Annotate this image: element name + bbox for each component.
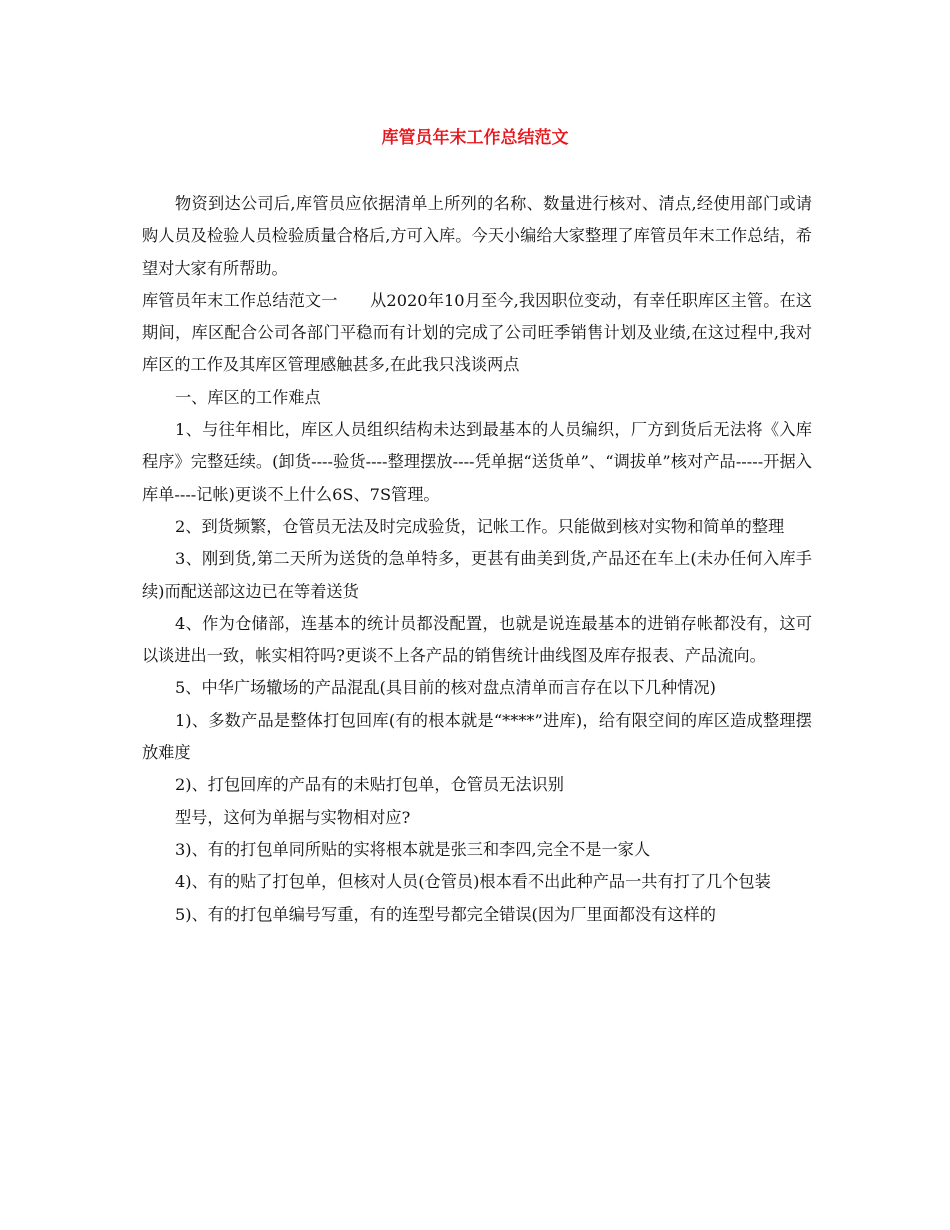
paragraph-section-one: 库管员年末工作总结范文一 从2020年10月至今,我因职位变动，有幸任职库区主管。在这期间，库区配合公司各部门平稳而有计划的完成了公司旺季销售计划及业绩,在这过程中,我对库区的工作及其库区管理感触甚多,在此我只浅谈两点 xyxy=(142,290,812,375)
paragraph-subitem-1: 1)、多数产品是整体打包回库(有的根本就是“****”进库)，给有限空间的库区造成整理摆放难度 xyxy=(142,710,812,763)
paragraph-item-4: 4、作为仓储部，连基本的统计员都没配置，也就是说连最基本的进销存帐都没有，这可以谈进出一致，帐实相符吗?更谈不上各产品的销售统计曲线图及库存报表、产品流向。 xyxy=(142,613,812,666)
paragraph-subitem-3: 3)、有的打包单同所贴的实将根本就是张三和李四,完全不是一家人 xyxy=(175,839,651,859)
paragraph-item-5: 5、中华广场辙场的产品混乱(具目前的核对盘点清单而言存在以下几种情况) xyxy=(175,678,716,698)
paragraph-item-2: 2、到货频繁，仓管员无法及时完成验货，记帐工作。只能做到核对实物和简单的整理 xyxy=(175,516,785,536)
document-body xyxy=(142,188,812,931)
document-title: 库管员年末工作总结范文 xyxy=(381,128,569,148)
paragraph-subitem-5: 5)、有的打包单编号写重，有的连型号都完全错误(因为厂里面都没有这样的 xyxy=(175,904,716,924)
paragraph-item-3: 3、刚到货,第二天所为送货的急单特多，更甚有曲美到货,产品还在车上(未办任何入库手续)而配送部这边已在等着送货 xyxy=(142,549,812,601)
paragraph-subitem-2-continued: 型号，这何为单据与实物相对应? xyxy=(175,807,411,827)
paragraph-intro: 物资到达公司后,库管员应依据清单上所列的名称、数量进行核对、清点,经使用部门或请购人员及检验人员检验质量合格后,方可入库。今天小编给大家整理了库管员年末工作总结，希望对大家有所帮助。 xyxy=(142,194,812,278)
paragraph-subitem-4: 4)、有的贴了打包单，但核对人员(仓管员)根本看不出此种产品一共有打了几个包装 xyxy=(175,872,771,892)
paragraph-heading-difficulties: 一、库区的工作难点 xyxy=(175,387,321,407)
paragraph-subitem-2: 2)、打包回库的产品有的未贴打包单，仓管员无法识别 xyxy=(175,775,564,795)
paragraph-item-1: 1、与往年相比，库区人员组织结构未达到最基本的人员编织，厂方到货后无法将《入库程序》完整廷续。(卸货----验货----整理摆放----凭单据“送货单”、“调拔单”核对产品-----开据入库单----记帐)更谈不上什么6S、7S管理。 xyxy=(142,420,812,504)
